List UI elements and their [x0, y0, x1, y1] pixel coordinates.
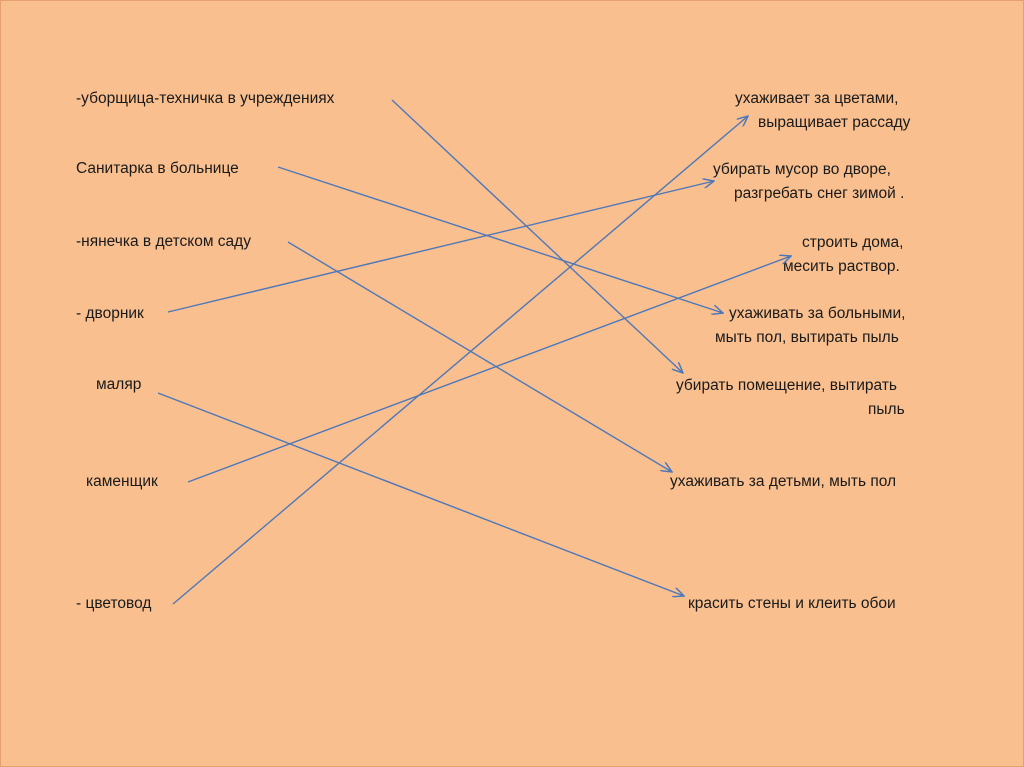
right-item-children: ухаживать за детьми, мыть пол: [670, 473, 897, 490]
right-item-build-line2: месить раствор.: [783, 258, 900, 275]
right-item-build-line1: строить дома,: [802, 234, 904, 251]
right-item-patients-line2: мыть пол, вытирать пыль: [715, 329, 899, 346]
arrow-painter-to-walls: [158, 393, 684, 596]
arrow-orderly-to-patients: [278, 167, 723, 313]
arrow-nanny-to-children: [288, 242, 672, 472]
arrow-janitor-to-yard: [168, 181, 714, 312]
right-item-yard-line1: убирать мусор во дворе,: [713, 161, 891, 178]
left-item-orderly: Санитарка в больнице: [76, 160, 239, 177]
left-item-janitor: - дворник: [76, 305, 144, 322]
right-item-yard-line2: разгребать снег зимой .: [734, 185, 905, 202]
right-item-rooms-line1: убирать помещение, вытирать: [676, 377, 897, 394]
left-item-mason: каменщик: [86, 473, 158, 490]
left-item-painter: маляр: [96, 376, 142, 393]
left-item-nanny: -нянечка в детском саду: [76, 233, 251, 250]
right-item-walls: красить стены и клеить обои: [688, 595, 896, 612]
right-item-patients-line1: ухаживать за больными,: [729, 305, 906, 322]
connection-arrows: [1, 1, 1023, 766]
right-item-flowers-line1: ухаживает за цветами,: [735, 90, 899, 107]
left-item-cleaner: -уборщица-техничка в учреждениях: [76, 90, 335, 107]
right-item-flowers-line2: выращивает рассаду: [758, 114, 911, 131]
arrow-cleaner-to-rooms: [392, 100, 683, 373]
arrow-mason-to-build: [188, 256, 791, 482]
arrow-gardener-to-flowers: [173, 116, 748, 604]
left-item-gardener: - цветовод: [76, 595, 152, 612]
right-item-rooms-line2: пыль: [868, 401, 905, 418]
arrow-lines: [158, 100, 791, 604]
